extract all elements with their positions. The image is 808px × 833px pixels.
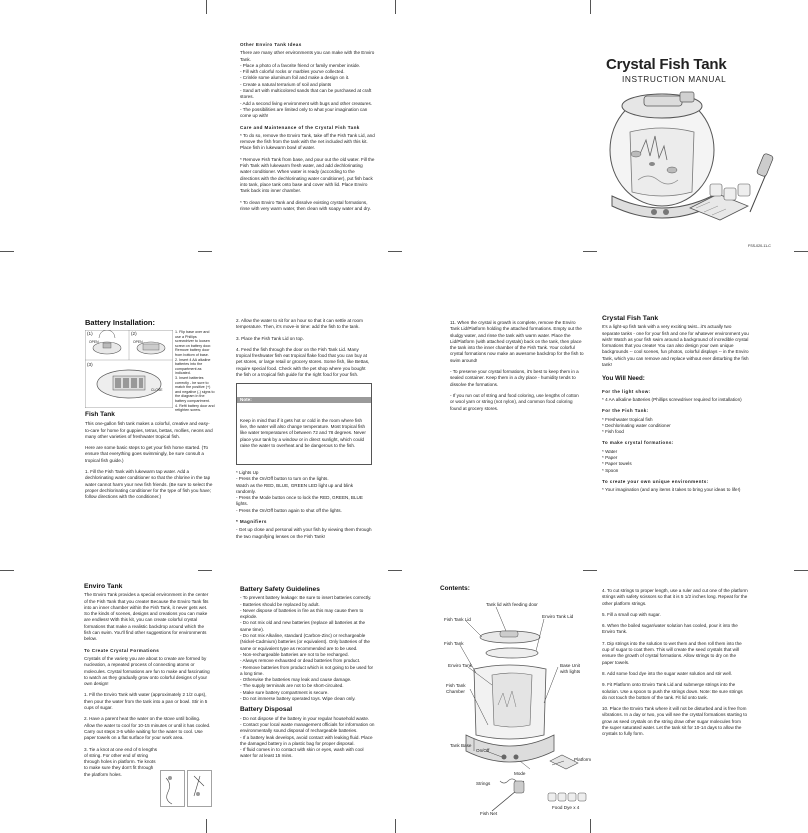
enviro-heading: Enviro Tank bbox=[84, 583, 123, 590]
contents-heading: Contents: bbox=[440, 585, 470, 592]
fish-tank-section bbox=[85, 412, 213, 506]
panel-crystal-intro bbox=[602, 316, 750, 499]
battery-step-2-label: (2) bbox=[131, 331, 137, 336]
cover-code: FSS-020-11-C bbox=[748, 244, 771, 248]
magnifiers-text: - Get up close and personal with your fish by viewing them through the two magnifying lenses on the Fish Tank! bbox=[236, 527, 373, 539]
care-heading: Care and Maintenance of the Crystal Fish Tank bbox=[240, 124, 360, 130]
materials-tip: - If you run out of string and food coloring, use lengths of cotton or wool yarn or string (not nylon), and common food coloring found at grocery stores. bbox=[450, 392, 580, 411]
own-environments-heading: To create your own unique environments: bbox=[602, 478, 709, 484]
panel-battery bbox=[85, 318, 215, 500]
cover-panel bbox=[600, 56, 780, 248]
fish-tank-paragraph-1: This one-gallon fish tank makes a colorful, creative and easy-to-care for home for guppies, tetras, bettas, mollies, neons and many other varieties of freshwater tropical fish. bbox=[85, 421, 214, 439]
cover-subtitle: INSTRUCTION MANUAL bbox=[622, 74, 727, 84]
fish-tank-paragraph-3: 1. Fill the Fish Tank with lukewarm tap water. Add a dechlorinating water conditioner so that the chlorine in the tap water cannot harm your new fish friends. (Be sure to select the proper dechlorinating conditioner for the type of fish you have; follow directions with the conditioner.) bbox=[85, 469, 214, 500]
crystal-formations-items: * Water * Paper * Paper towels * Spoon bbox=[602, 448, 632, 473]
light-show-heading: For the light show: bbox=[602, 388, 651, 394]
panel-enviro-tank bbox=[84, 584, 212, 783]
enviro-paragraph-1: The Enviro Tank provides a special environment in the center of the Fish Tank that you create! Because the Enviro Tank fits into an inner chamber within the Fish Tank, it never gets wet. So the kinds of scenes, designs and creations you can make are endless! With this kit, you can create colorful crystal formations that make a realistic backdrop around which the fish can swim. You'll find other suggestions for environments below. bbox=[84, 592, 210, 642]
enviro-step-2: 2. Have a parent heat the water on the stove until boiling. Allow the water to cool for 10-15 minutes or until it has cooled. Carry out steps 3-5 while waiting for the water to cool. Use paper towels on a flat surface for your work area. bbox=[84, 716, 212, 741]
panel-other-ideas bbox=[240, 42, 375, 217]
label-on-off: On/Off bbox=[476, 748, 490, 753]
battery-step-1-label: (1) bbox=[87, 331, 93, 336]
note-title: Note: bbox=[237, 397, 371, 403]
crystal-formations-heading: To make crystal formations: bbox=[602, 440, 674, 446]
lights-up-text: * Lights Up - Press the On/Off button to turn on the lights. Watch as the RED, BLUE, GREEN LED light up and blink randomly. - Press the Mode button once to lock the RED, GREEN, BLUE lights. - Press the On/Off button again to shut off the lights. bbox=[236, 469, 363, 513]
care-paragraph-2: * Remove Fish Tank from base, and pour out the old water. Fill the Fish Tank with lukewarm fresh water, and add dechlorinating water conditioner. When water is ready (according to the directions with the dechlorinating water conditioner), put fish back into tank, place tank onto base and cover with lid. Place Enviro Tank back into inner chamber. bbox=[240, 156, 376, 194]
step-4-cut: 4. To cut strings to proper length, use a ruler and cut one of the platform strings with safety scissors so that it is 5 1/2 inches long. Repeat for the other platform strings. bbox=[602, 588, 750, 606]
battery-open-label: OPEN bbox=[89, 340, 99, 344]
other-ideas-text: There are many other environments you can make with the Enviro Tank. - Place a photo of a favorite friend or family member inside. - Fill with colorful rocks or marbles you've collected. - Crinkle some aluminum foil and make a design on it. - Create a natural terrarium of soil and plants - Sand art with multicolored sands that can be purchased at craft stores. - Add a second living environment with bugs and other creatures. - The possibilities are limited only to what your imagination can come up with! bbox=[240, 50, 375, 119]
step-6-pour: 6. When the boiled sugar/water solution has cooled, pour it into the Enviro Tank. bbox=[602, 623, 740, 635]
panel-step-11 bbox=[450, 320, 584, 417]
step-2: 2. Allow the water to sit for an hour so that it can settle at room temperature. Then, it's move-in time: add the fish to the tank. bbox=[236, 318, 365, 330]
label-strings: Strings bbox=[476, 781, 491, 786]
panel-steps-mid bbox=[236, 318, 372, 545]
battery-heading: Battery Installation: bbox=[85, 318, 156, 327]
label-tank-base: Tank Base bbox=[450, 743, 472, 748]
fish-tank-paragraph-2: Here are some basic steps to get your fish home started. (To ensure that everything goes swimmingly, be sure consult a tropical fish guide.) bbox=[85, 445, 210, 463]
fish-tank-illustration bbox=[600, 84, 780, 244]
enviro-step-3: 3. Tie a knot at one end of 6 lengths of string. For other end of string through holes in platform. Tie knots to make sure they don't fit through the platform holes. bbox=[84, 746, 159, 777]
label-platform: Platform bbox=[574, 757, 592, 762]
intro-heading: Crystal Fish Tank bbox=[602, 315, 659, 322]
fish-tank-heading: Fish Tank bbox=[85, 411, 115, 418]
step-9-platform: 9. Fit Platform onto Enviro Tank Lid and submerge strings into the solution. Use a spoon to push the strings down. Note: Be sure strings do not touch the bottom of the tank. Fit lid onto tank. bbox=[602, 682, 744, 700]
label-fish-net: Fish Net bbox=[480, 811, 498, 816]
intro-text: It's a light-up fish tank with a very exciting twist...it's actually two separate tanks - one for your fish and one for whatever environment you wish! Watch as your fish swim around a background of incredible crystal formations that you create! You can also design your own unique backgrounds -- cool scenes, fun photos, colorful displays -- in the Enviro Tank, which you can remove and replace without ever disturbing the fish tank! bbox=[602, 324, 751, 368]
label-enviro-lid: Enviro Tank Lid bbox=[542, 614, 574, 619]
step-8-dye: 8. Add some food dye into the sugar water solution and stir well. bbox=[602, 670, 732, 676]
disposal-heading: Battery Disposal bbox=[240, 706, 293, 714]
label-enviro-tank: Enviro Tank bbox=[448, 663, 472, 668]
string-tying-illustration bbox=[160, 770, 212, 810]
panel-contents bbox=[440, 585, 590, 821]
magnifiers-heading: * Magnifiers bbox=[236, 519, 267, 525]
label-fish-tank: Fish Tank bbox=[444, 641, 464, 646]
label-fish-tank-lid: Fish Tank Lid bbox=[444, 617, 471, 622]
label-mode: Mode bbox=[514, 771, 526, 776]
panel-final-steps bbox=[602, 588, 748, 743]
label-base-unit: Base Unit with lights bbox=[560, 663, 581, 674]
note-text: Keep in mind that if it gets hot or cold in the room where fish live, the water will also change temperature. Most tropical fish like water temperatures of between 72 and 78 degrees. Never place your tank by a window or in direct sunlight, which could raise the water to overheat and be dangerous to the fish. bbox=[240, 417, 368, 449]
preserve-tip: - To preserve your crystal formations, it's best to keep them in a sealed container. Keep them in a dry place - humidity tends to dissolve the formations. bbox=[450, 369, 580, 387]
create-crystals-heading: To Create Crystal Formations bbox=[84, 647, 160, 653]
step-5-sugar: 5. Fill a small cup with sugar. bbox=[602, 611, 661, 617]
safety-heading: Battery Safety Guidelines bbox=[240, 586, 320, 593]
step-4: 4. Feed the fish through the door on the Fish Tank Lid. Many tropical freshwater fish eat tropical flake food that you can buy at pet stores, or large retail or grocery stores. Some fish, like Bettas, require special food. Check with the pet shop where you bought the fish or a tropical fish guide for the right food for your fish. bbox=[236, 346, 371, 378]
enviro-paragraph-2: Crystals of the variety you are about to create are formed by nucleation, a repeated process of connecting atoms or molecules. Crystal formations are fun to make and fascinating to watch as they gradually grow onto colorful designs of your own design! bbox=[84, 655, 211, 687]
step-11: 11. When the crystal is growth is complete, remove the Enviro Tank Lid/Platform holding the attached formations. Empty out the sludgy water, and rinse the tank with warm water. Place the Lid/Platform (with attached crystals) back on the tank, then place the tank into the inner chamber of the Fish Tank. Your colorful crystal formations now make an awesome backdrop for the fish to swim around! bbox=[450, 320, 585, 363]
for-fish-tank-items: * Freshwater tropical fish * Dechlorinating water conditioner * Fish food bbox=[602, 416, 671, 435]
safety-text: - To prevent battery leakage: Be sure to insert batteries correctly. - Batteries should be replaced by adult. - Never dispose of batteries in fire as this may cause them to explode. - Do not mix old and new batteries (replace all batteries at the same time). - Do not mix Alkaline, standard (Carbon-Zinc) or rechargeable (Nickel-Cadmium) batteries (or equivalent). Only batteries of the same or equivalent type as recommended are to be used. - Non-rechargeable batteries are not to be recharged. - Always remove exhausted or dead batteries from product. - Remove batteries from product which is not going to be used for a long time. - Otherwise the batteries may leak and cause damage. - The supply terminals are not to be short-circuited. - Make sure battery compartment is secure. - Do not immerse battery operated toys. Wipe clean only. bbox=[240, 595, 374, 702]
battery-step-3-label: (3) bbox=[87, 362, 93, 367]
enviro-step-1: 1. Fill the Enviro Tank with water (approximately 2 1/2 cups), then pour the water from the tank into a pan or bowl. Stir in 5 cups of sugar. bbox=[84, 692, 209, 711]
step-3: 3. Place the Fish Tank Lid on top. bbox=[236, 335, 304, 341]
you-will-need-heading: You Will Need: bbox=[602, 375, 645, 383]
step-10-wait: 10. Place the Enviro Tank where it will not be disturbed and is free from vibrations. In a day or two, you will see the crystal formations starting to grow as seed crystals on the string draw other sugar molecules from the super saturated water. Let the tank sit for 10-14 days to allow the crystals to fully form. bbox=[602, 706, 749, 737]
step-7-dip: 7. Dip strings into the solution to wet them and then roll them into the cup of sugar to coat them. This will create the seed crystals that will ensure the growth of crystal formations. Allow strings to dry on the paper towels. bbox=[602, 640, 743, 665]
panel-battery-safety bbox=[240, 587, 376, 765]
light-show-text: * 4 AA alkaline batteries (Phillips screwdriver required for installation) bbox=[602, 396, 742, 402]
other-ideas-heading: Other Enviro Tank Ideas bbox=[240, 42, 302, 47]
own-environments-text: * Your imagination (and any items it takes to bring your ideas to life!) bbox=[602, 487, 741, 493]
disposal-text: - Do not dispose of the battery in your regular household waste. - Contact your local waste management officials for information on environmentally sound disposal of rechargeable batteries. - If a battery leak develops, avoid contact with leaking fluid. Place the damaged battery in a plastic bag for proper disposal. - If fluid comes in to contact with skin or eyes, wash with cool water for at least 15 mins. bbox=[240, 715, 375, 759]
cover-title: Crystal Fish Tank bbox=[606, 56, 727, 73]
battery-steps: 1. Flip base over and use a Phillips screwdriver to loosen screw on battery door. Remove battery door from bottom of base. 2. Insert 4 AA alkaline batteries into the compartment as indicated. 3. Insert batteries correctly - be sure to match the positive (+) and negative (-) signs to the diagram in the battery compartment. 4. Refit battery door and retighten screw. bbox=[175, 330, 215, 413]
for-fish-tank-heading: For the Fish Tank: bbox=[602, 408, 649, 414]
label-fish-tank-chamber: Fish Tank Chamber bbox=[446, 683, 466, 694]
battery-open-label-2: OPEN bbox=[133, 340, 143, 344]
care-paragraph-1: * To do so, remove the Enviro Tank, take off the Fish Tank Lid, and remove the fish from the tank with the net included with this kit. Place fish in lukewarm bowl of water. bbox=[240, 132, 377, 151]
care-paragraph-3: * To clean Enviro Tank and dissolve existing crystal formations, rinse with very warm water, then clean with soapy water and dry. bbox=[240, 199, 371, 211]
battery-close-label: CLOSE bbox=[151, 388, 163, 392]
label-food-dye: Food Dye x 4 bbox=[552, 805, 580, 810]
label-tank-lid-door: Tank lid with feeding door bbox=[486, 602, 538, 607]
temperature-note bbox=[236, 383, 372, 465]
